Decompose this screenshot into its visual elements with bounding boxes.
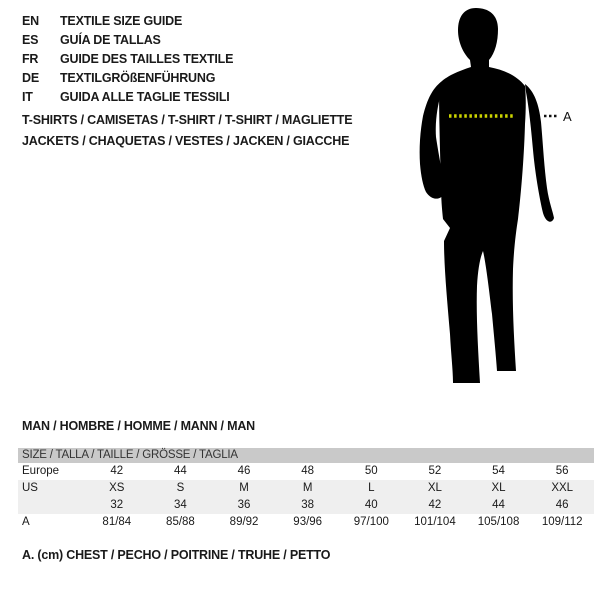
table-cell: XS bbox=[109, 482, 125, 494]
row-label bbox=[18, 497, 85, 514]
size-table bbox=[18, 448, 594, 531]
table-cell: 36 bbox=[237, 499, 251, 511]
table-cell: 44 bbox=[492, 499, 505, 511]
language-list bbox=[22, 12, 233, 107]
row-label: Europe bbox=[22, 465, 60, 477]
list-item bbox=[22, 12, 233, 31]
table-cell: 89/92 bbox=[229, 516, 259, 528]
language-code: DE bbox=[22, 71, 39, 85]
table-cell: 81/84 bbox=[102, 516, 132, 528]
table-cell: XXL bbox=[551, 482, 574, 494]
row-label: US bbox=[22, 482, 38, 494]
category-line-jackets: JACKETS / CHAQUETAS / VESTES / JACKEN / GIACCHE bbox=[22, 134, 350, 148]
language-code: ES bbox=[22, 33, 39, 47]
table-row-europe bbox=[18, 463, 594, 480]
table-cell: 105/108 bbox=[477, 516, 520, 528]
table-row-numeric bbox=[18, 497, 594, 514]
table-cell: 50 bbox=[364, 465, 378, 477]
language-label: GUÍA DE TALLAS bbox=[60, 33, 161, 47]
table-cell: 56 bbox=[555, 465, 569, 477]
table-row-chest-cm bbox=[18, 514, 594, 531]
language-code: IT bbox=[22, 90, 33, 104]
garment-categories bbox=[22, 110, 352, 152]
table-cell: 109/112 bbox=[541, 516, 583, 528]
language-code: EN bbox=[22, 14, 39, 28]
table-cell: 34 bbox=[174, 499, 187, 511]
table-cell: XL bbox=[427, 482, 442, 494]
table-cell: S bbox=[176, 482, 185, 494]
measure-a-label: A bbox=[563, 109, 572, 124]
man-silhouette-icon bbox=[413, 4, 581, 390]
table-cell: 44 bbox=[174, 465, 187, 477]
table-cell: 52 bbox=[428, 465, 442, 477]
table-cell: 40 bbox=[364, 499, 378, 511]
size-table-header: SIZE / TALLA / TAILLE / GRÖSSE / TAGLIA bbox=[18, 448, 594, 463]
row-label: A bbox=[22, 516, 30, 528]
language-code: FR bbox=[22, 52, 39, 66]
language-label: TEXTILE SIZE GUIDE bbox=[60, 14, 183, 28]
table-cell: 32 bbox=[110, 499, 124, 511]
table-row-us bbox=[18, 480, 594, 497]
language-label: GUIDA ALLE TAGLIE TESSILI bbox=[60, 90, 230, 104]
table-cell: 85/88 bbox=[166, 516, 195, 528]
table-cell: XL bbox=[491, 482, 506, 494]
table-cell: 97/100 bbox=[353, 516, 389, 528]
table-cell: 46 bbox=[555, 499, 569, 511]
table-cell: M bbox=[302, 482, 313, 494]
category-line-tshirts: T-SHIRTS / CAMISETAS / T-SHIRT / T-SHIRT / MAGLIETTE bbox=[22, 113, 353, 127]
man-silhouette-figure bbox=[413, 4, 581, 390]
list-item bbox=[22, 88, 233, 107]
list-item bbox=[22, 69, 233, 88]
language-label: TEXTILGRÖßENFÜHRUNG bbox=[60, 71, 216, 85]
table-cell: 38 bbox=[301, 499, 315, 511]
measure-footnote: A. (cm) CHEST / PECHO / POITRINE / TRUHE / PETTO bbox=[22, 548, 331, 562]
table-cell: 48 bbox=[301, 465, 315, 477]
section-title-man: MAN / HOMBRE / HOMME / MANN / MAN bbox=[22, 419, 255, 433]
table-cell: 54 bbox=[492, 465, 505, 477]
table-cell: L bbox=[368, 482, 375, 494]
table-cell: 46 bbox=[237, 465, 251, 477]
table-cell: 101/104 bbox=[414, 516, 456, 528]
table-cell: 42 bbox=[428, 499, 442, 511]
list-item bbox=[22, 50, 233, 69]
table-cell: 42 bbox=[110, 465, 124, 477]
list-item bbox=[22, 31, 233, 50]
table-cell: M bbox=[239, 482, 249, 494]
table-cell: 93/96 bbox=[293, 516, 323, 528]
language-label: GUIDE DES TAILLES TEXTILE bbox=[60, 52, 234, 66]
